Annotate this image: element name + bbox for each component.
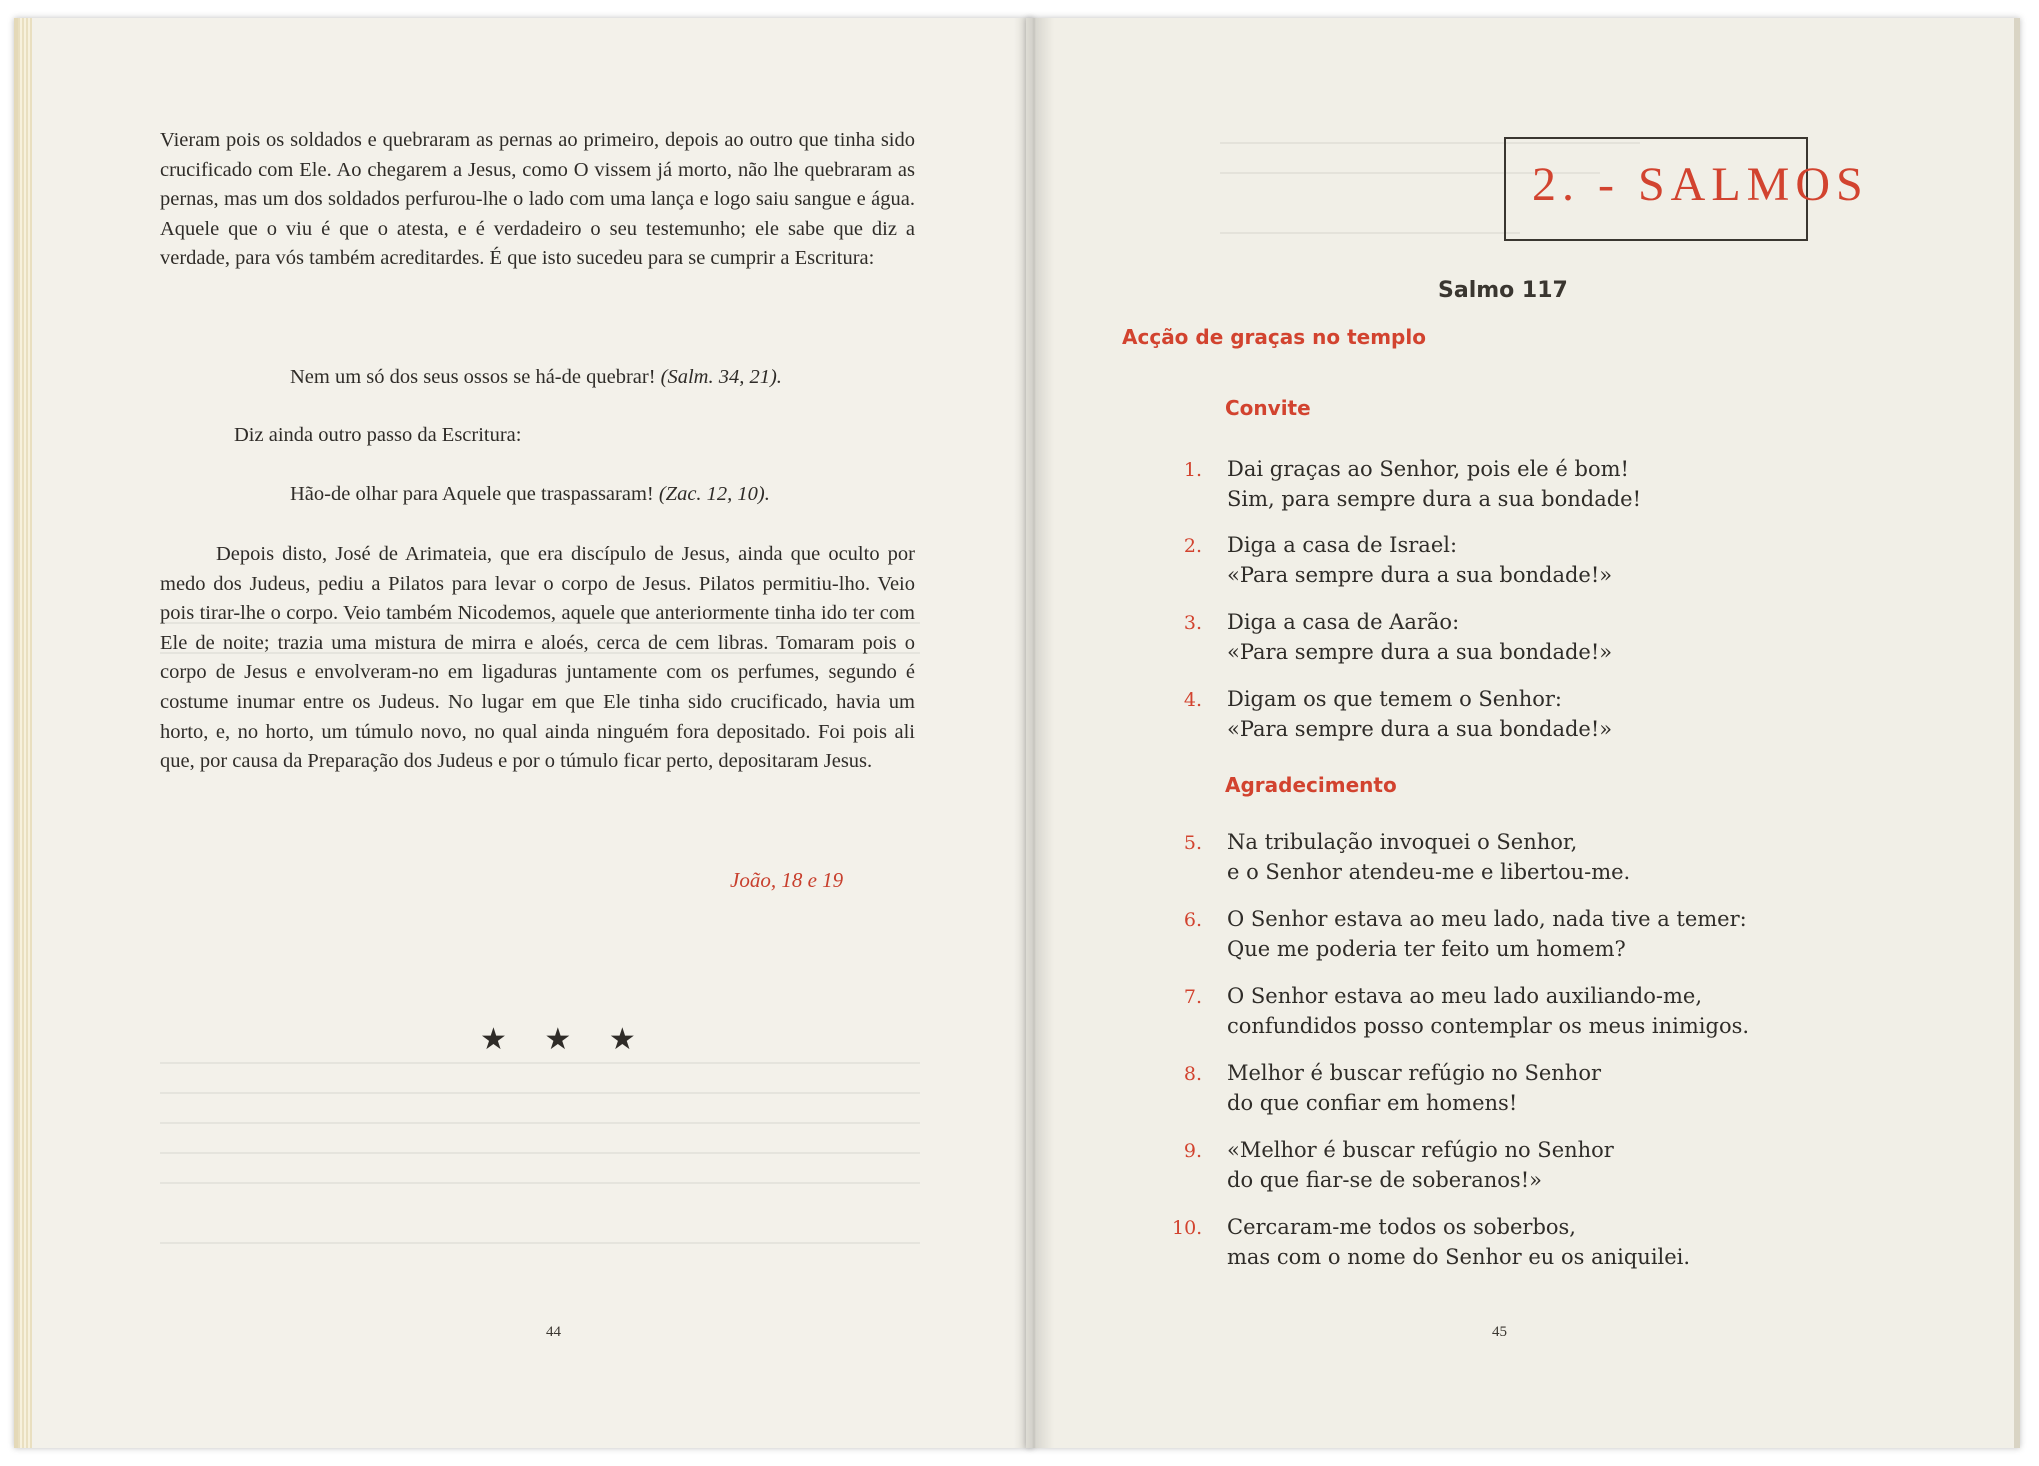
quote-2-text: Hão-de olhar para Aquele que traspassaram! — [290, 483, 654, 505]
verse-line-1: Melhor é buscar refúgio no Senhor — [1227, 1061, 1602, 1085]
verse-line-1: Digam os que temem o Senhor: — [1227, 687, 1563, 711]
heading-agradecimento: Agradecimento — [1225, 773, 1397, 797]
heading-convite: Convite — [1225, 396, 1311, 420]
verse-line-2: mas com o nome do Senhor eu os aniquilei. — [1227, 1245, 1691, 1269]
section-stars-ornament: ★ ★ ★ — [480, 1022, 650, 1057]
verse-number: 1. — [1183, 459, 1202, 481]
verse-line-1: Diga a casa de Israel: — [1227, 533, 1458, 557]
paragraph-crucifixion — [160, 126, 915, 274]
paragraph-1-text: Vieram pois os soldados e quebraram as pernas ao primeiro, depois ao outro que tinha sido crucificado com Ele. Ao chegarem a Jesus, como O vissem já morto, não lhe quebraram as pernas, mas um dos soldados perfurou-lhe o lado com uma lança e logo saiu sangue e água. Aquele que o viu é que o atesta, e é verdadeiro o seu testemunho; ele sabe que diz a verdade, para vós também acreditardes. É que isto sucedeu para se cumprir a Escritura: — [160, 129, 915, 270]
verse-number: 10. — [1172, 1217, 1203, 1239]
scripture-quote-1 — [290, 366, 782, 389]
page-number-left: 44 — [546, 1324, 561, 1340]
quote-2-reference: (Zac. 12, 10). — [658, 483, 770, 505]
quote-1-reference: (Salm. 34, 21). — [660, 366, 782, 388]
verse-number: 8. — [1183, 1063, 1202, 1085]
verse-line-2: do que confiar em homens! — [1227, 1091, 1518, 1115]
gospel-citation: João, 18 e 19 — [730, 868, 844, 892]
verse-line-2: Sim, para sempre dura a sua bondade! — [1227, 487, 1642, 511]
page-edges — [18, 18, 32, 1448]
page-number-right: 45 — [1492, 1324, 1507, 1340]
verse-line-1: Dai graças ao Senhor, pois ele é bom! — [1227, 457, 1629, 481]
verse-line-1: Diga a casa de Aarão: — [1227, 610, 1460, 634]
intro-line-text: Diz ainda outro passo da Escritura: — [234, 424, 522, 446]
verse-line-2: e o Senhor atendeu-me e libertou-me. — [1227, 860, 1631, 884]
verse-number: 7. — [1183, 986, 1202, 1008]
paragraph-2-text: Depois disto, José de Arimateia, que era discípulo de Jesus, ainda que oculto por medo dos Judeus, pediu a Pilatos para levar o corpo de Jesus. Pilatos permitiu-lho. Veio pois tirar-lhe o corpo. Veio também Nicodemos, aquele que anteriormente tinha ido ter com Ele de noite; trazia uma mistura de mirra e aloés, cerca de cem libras. Tomaram pois o corpo de Jesus e envolveram-no em ligaduras juntamente com os perfumes, segundo é costume inumar entre os Judeus. No lugar em que Ele tinha sido crucificado, havia um horto, e, no horto, um túmulo novo, no qual ainda ninguém fora depositado. Foi pois ali que, por causa da Preparação dos Judeus e por o túmulo ficar perto, depositaram Jesus. — [160, 543, 915, 773]
verse-line-1: «Melhor é buscar refúgio no Senhor — [1227, 1138, 1614, 1162]
verse-number: 2. — [1183, 535, 1202, 557]
verse-line-2: «Para sempre dura a sua bondade!» — [1227, 717, 1613, 741]
section-title-box — [1504, 137, 1869, 241]
verse-number: 9. — [1183, 1140, 1202, 1162]
book-gutter — [1014, 18, 1054, 1448]
verse-line-1: O Senhor estava ao meu lado, nada tive a temer: — [1227, 907, 1747, 931]
scripture-intro-line — [234, 424, 521, 447]
paragraph-burial — [160, 540, 915, 777]
verse-number: 6. — [1183, 909, 1202, 931]
verse-line-2: do que fiar-se de soberanos!» — [1227, 1168, 1542, 1192]
section-title: 2. - SALMOS — [1532, 158, 1869, 211]
verse-line-2: confundidos posso contemplar os meus inimigos. — [1227, 1014, 1750, 1038]
scripture-quote-2 — [290, 483, 770, 506]
verse-line-2: «Para sempre dura a sua bondade!» — [1227, 563, 1613, 587]
verse-line-2: «Para sempre dura a sua bondade!» — [1227, 640, 1613, 664]
verse-number: 5. — [1183, 832, 1202, 854]
verse-line-1: Cercaram-me todos os soberbos, — [1227, 1215, 1576, 1239]
verse-line-1: Na tribulação invoquei o Senhor, — [1227, 830, 1578, 854]
verse-number: 4. — [1183, 689, 1202, 711]
verse-number: 3. — [1183, 612, 1202, 634]
verse-line-1: O Senhor estava ao meu lado auxiliando-me, — [1227, 984, 1702, 1008]
psalm-subtitle: Acção de graças no templo — [1122, 325, 1426, 349]
quote-1-text: Nem um só dos seus ossos se há-de quebrar! — [290, 366, 656, 388]
psalm-title: Salmo 117 — [1438, 278, 1568, 303]
verse-line-2: Que me poderia ter feito um homem? — [1227, 937, 1626, 961]
